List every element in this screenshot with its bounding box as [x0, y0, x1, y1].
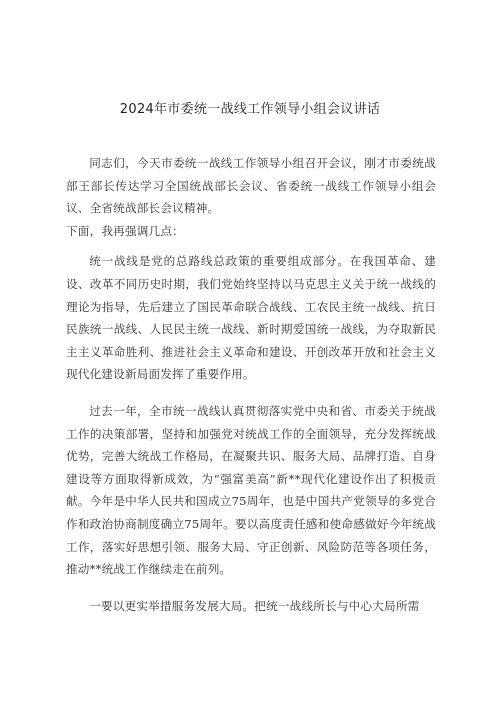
paragraph-past-year: 过去一年，全市统一战线认真贯彻落实党中央和省、市委关于统战工作的决策部署，坚持和加强党对统战工作的全面领导，充分发挥统战优势，完善大统战工作格局，在凝聚共识、服务大局、品牌打造、自身建设等方面取得新成效，为“强富美高”新**现代化建设作出了积极贡献。今年是中华人民共和国成立75周年，也是中国共产党领导的多党合作和政治协商制度确立75周年。要以高度责任感和使命感做好今年统战工作，落实好思想引领、服务大局、守正创新、风险防范等各项任务，推动**统战工作继续走在前列。 — [66, 403, 436, 577]
paragraph-point-one: 一要以更实举措服务发展大局。把统一战线所长与中心大局所需 — [89, 598, 420, 613]
document-title: 2024年市委统一战线工作领导小组会议讲话 — [119, 102, 381, 117]
paragraph-opening: 同志们，今天市委统一战线工作领导小组召开会议，刚才市委统战部王部长传达学习全国统战部长会议、省委统一战线工作领导小组会议、全省统战部长会议精神。 — [66, 156, 436, 216]
paragraph-united-front-history: 统一战线是党的总路线总政策的重要组成部分。在我国革命、建设、改革不同历史时期，我们党始终坚持以马克思主义关于统一战线的理论为指导，先后建立了国民革命联合战线、工农民主统一战线、抗日民族统一战线、人民民主统一战线、新时期爱国统一战线，为夺取新民主主义革命胜利、推进社会主义革命和建设、开创改革开放和社会主义现代化建设新局面发挥了重要作用。 — [66, 254, 436, 382]
document-body — [66, 152, 436, 617]
paragraph-transition: 下面，我再强调几点： — [66, 223, 184, 238]
